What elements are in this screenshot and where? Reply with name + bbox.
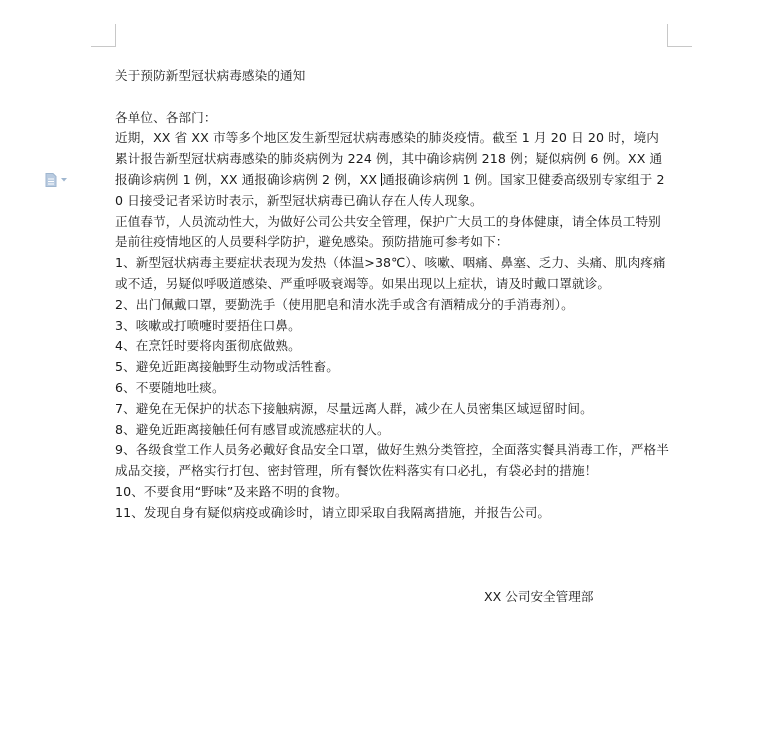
paragraph-situation-part1: 近期，XX 省 XX 市等多个地区发生新型冠状病毒感染的肺炎疫情。截至 1 月 20 日 20 时，境内累计报告新型冠状病毒感染的肺炎病例为 224 例，其中确诊病例 218 例；疑似病例 6 例。XX 通报确诊病例 1 例，XX 通报确诊病例 2 例，XX [115, 130, 663, 187]
blank-line [115, 87, 671, 108]
salutation: 各单位、各部门： [115, 109, 217, 125]
page-corner-mark-top-right [668, 46, 692, 47]
page-corner-mark-top-left [91, 46, 115, 47]
measure-item: 8、避免近距离接触任何有感冒或流感症状的人。 [115, 421, 390, 437]
measure-item: 2、出门佩戴口罩，要勤洗手（使用肥皂和清水洗手或含有酒精成分的手消毒剂）。 [115, 296, 574, 312]
measure-item: 10、不要食用“野味”及来路不明的食物。 [115, 483, 348, 499]
measure-item: 9、各级食堂工作人员务必戴好食品安全口罩，做好生熟分类管控，全面落实餐具消毒工作，严格半成品交接，严格实行打包、密封管理，所有餐饮佐料落实有口必扎，有袋必封的措施！ [115, 442, 669, 479]
measure-item: 5、避免近距离接触野生动物或活牲畜。 [115, 359, 339, 375]
chevron-down-icon [61, 178, 67, 182]
paragraph-intro-measures: 正值春节，人员流动性大，为做好公司公共安全管理，保护广大员工的身体健康，请全体员工特别是前往疫情地区的人员要科学防护，避免感染。预防措施可参考如下： [115, 213, 661, 250]
signature: XX 公司安全管理部 [484, 589, 594, 604]
measure-item: 3、咳嗽或打喷嚏时要捂住口鼻。 [115, 317, 301, 333]
page-corner-mark-top-left-vertical [115, 24, 116, 47]
measure-item: 1、新型冠状病毒主要症状表现为发热（体温>38℃）、咳嗽、咽痛、鼻塞、乏力、头痛、肌肉疼痛或不适，另疑似呼吸道感染、严重呼吸衰竭等。如果出现以上症状，请及时戴口罩就诊。 [115, 255, 666, 291]
measure-item: 7、避免在无保护的状态下接触病源，尽量远离人群，减少在人员密集区域逗留时间。 [115, 400, 593, 416]
measure-item: 6、不要随地吐痰。 [115, 379, 225, 395]
page-corner-mark-top-right-vertical [667, 24, 668, 47]
measure-item: 4、在烹饪时要将肉蛋彻底做熟。 [115, 338, 301, 354]
paragraph-situation-part2: 通报确诊病例 1 例。国家卫健委高级别专家组于 20 日接受记者采访时表示，新型冠状病毒已确认存在人传人现象。 [115, 171, 665, 208]
document-body[interactable] [115, 66, 671, 524]
paragraph-options-button[interactable] [45, 172, 75, 188]
paragraph-situation [115, 128, 671, 211]
measure-item: 11、发现自身有疑似病疫或确诊时，请立即采取自我隔离措施，并报告公司。 [115, 504, 551, 520]
document-options-icon [45, 173, 57, 187]
document-title: 关于预防新型冠状病毒感染的通知 [115, 68, 306, 83]
